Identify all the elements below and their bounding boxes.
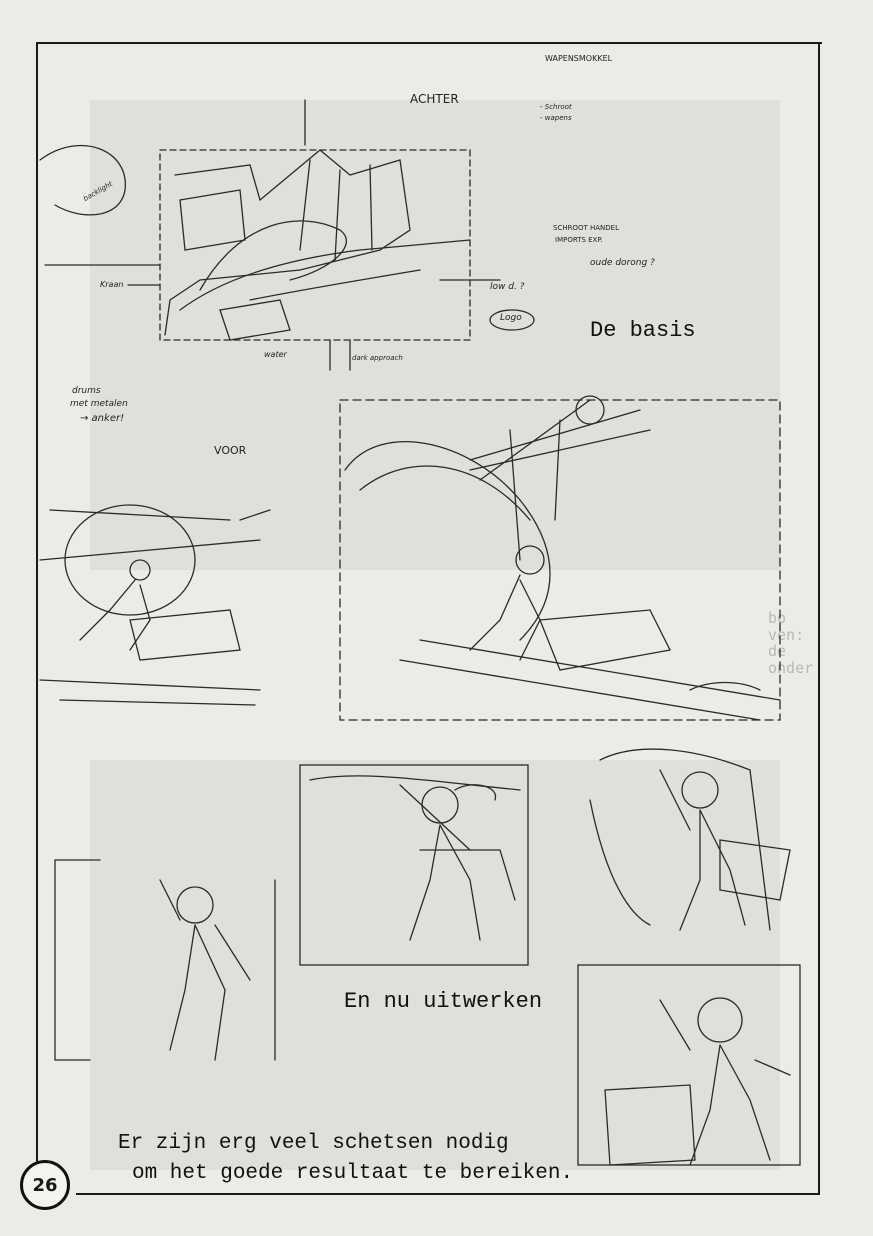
sketch-figure-left (55, 860, 275, 1060)
page-number-badge (20, 1160, 70, 1210)
caption-uitwerken: En nu uitwerken (344, 989, 543, 1014)
sketch-figure-right (590, 749, 790, 930)
note-drums-3: → anker! (80, 413, 125, 424)
caption-bottom-line-2: om het goede resultaat te bereiken. (132, 1162, 574, 1185)
sketch-scrapyard (40, 100, 534, 370)
note-low: low d. ? (490, 282, 525, 292)
note-achter: ACHTER (410, 92, 459, 106)
page-number: 26 (32, 1174, 58, 1196)
sketch-figure-bottom-right (578, 965, 800, 1165)
note-voor: VOOR (214, 444, 247, 457)
note-kraan: Kraan (100, 280, 124, 289)
caption-bottom-line-1: Er zijn erg veel schetsen nodig (118, 1132, 509, 1155)
note-wapens: - wapens (540, 114, 572, 122)
sketch-crane (340, 396, 780, 720)
sketch-sphere (40, 505, 270, 705)
note-dark-approach: dark approach (352, 354, 403, 362)
note-backlight: backlight (82, 179, 114, 203)
note-schroothandel: SCHROOT HANDEL (553, 224, 619, 232)
note-wapensmokkel: WAPENSMOKKEL (545, 54, 613, 63)
note-imports: IMPORTS EXP. (555, 236, 603, 244)
note-drums-1: drums (72, 386, 101, 396)
note-schroot: - Schroot (540, 103, 572, 111)
note-oude-drang: oude dorong ? (590, 258, 655, 268)
sketch-figure-center (300, 765, 528, 965)
ghost-show-through-text: bo ven: de onder (768, 609, 814, 677)
caption-de-basis: De basis (590, 318, 696, 343)
note-logo: Logo (500, 313, 522, 323)
note-water: water (264, 350, 287, 359)
note-drums-2: met metalen (70, 399, 128, 409)
